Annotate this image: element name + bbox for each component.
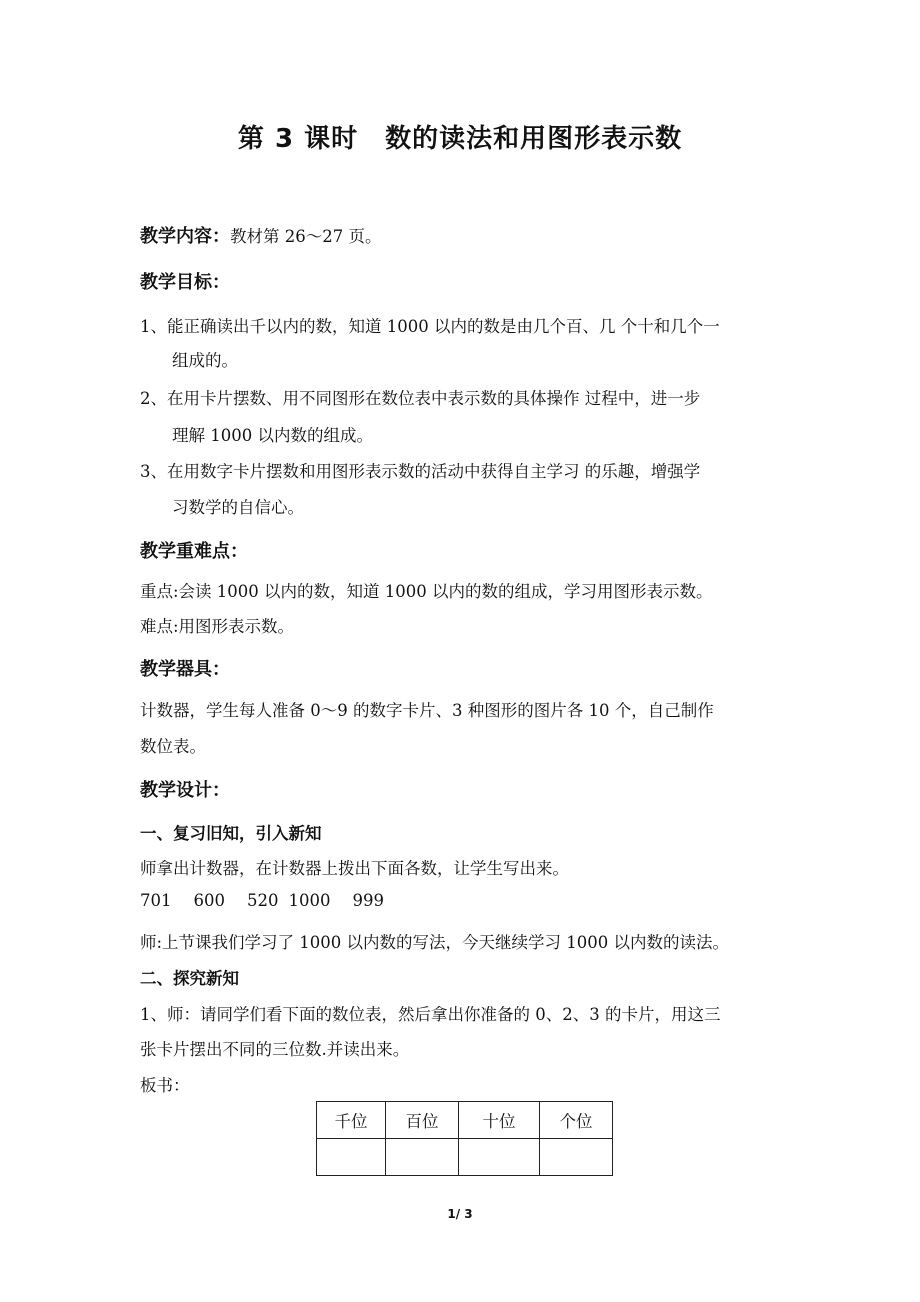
tools-line2: 数位表。	[140, 737, 206, 756]
section2-p1-line1: 1、师：请同学们看下面的数位表，然后拿出你准备的 0、2、3 的卡片，用这三	[140, 1005, 721, 1024]
header-ones: 个位	[540, 1102, 613, 1139]
key-heading: 教学重难点：	[140, 541, 248, 562]
number-list	[140, 891, 406, 910]
goal-1-line1: 1、能正确读出千以内的数，知道 1000 以内的数是由几个百、几 个十和几个一	[140, 317, 720, 336]
goal-1-line2: 组成的。	[172, 351, 238, 370]
table-cell	[540, 1139, 613, 1176]
goals-heading: 教学目标：	[140, 272, 230, 293]
tools-line1: 计数器，学生每人准备 0〜9 的数字卡片、3 种图形的图片各 10 个，自己制作	[140, 701, 714, 720]
content-line	[140, 222, 381, 248]
board-label: 板书：	[140, 1076, 190, 1095]
tools-heading: 教学器具：	[140, 659, 230, 680]
goal-3-line1: 3、在用数字卡片摆数和用图形表示数的活动中获得自主学习 的乐趣，增强学	[140, 462, 701, 481]
table-cell	[317, 1139, 386, 1176]
goal-2-line1: 2、在用卡片摆数、用不同图形在数位表中表示数的具体操作 过程中，进一步	[140, 389, 701, 408]
content-text: 教材第 26～27 页。	[230, 227, 382, 246]
goal-2-line2: 理解 1000 以内数的组成。	[172, 426, 373, 445]
header-tens: 十位	[459, 1102, 540, 1139]
design-heading: 教学设计：	[140, 780, 230, 801]
table-cell	[386, 1139, 459, 1176]
number-item: 600	[193, 891, 225, 910]
key-difficulty: 难点:用图形表示数。	[140, 617, 295, 636]
number-item: 999	[352, 891, 384, 910]
section1-p1: 师拿出计数器，在计数器上拨出下面各数，让学生写出来。	[140, 859, 569, 878]
number-item: 1000	[288, 891, 331, 910]
header-hundreds: 百位	[386, 1102, 459, 1139]
content-label: 教学内容：	[140, 226, 230, 247]
section2-p1-line2: 张卡片摆出不同的三位数.并读出来。	[140, 1040, 410, 1059]
section2-title: 二、探究新知	[140, 969, 239, 988]
header-thousands: 千位	[317, 1102, 386, 1139]
table-cell	[459, 1139, 540, 1176]
number-item: 701	[140, 891, 172, 910]
key-focus: 重点:会读 1000 以内的数，知道 1000 以内的数的组成，学习用图形表示数。	[140, 582, 713, 601]
section1-title: 一、复习旧知，引入新知	[140, 824, 322, 843]
section1-p2: 师:上节课我们学习了 1000 以内数的写法，今天继续学习 1000 以内数的读法。	[140, 933, 730, 952]
page-title: 第 3 课时 数的读法和用图形表示数	[237, 124, 683, 154]
place-value-table	[316, 1101, 613, 1176]
goal-3-line2: 习数学的自信心。	[172, 498, 304, 517]
table-header-row	[317, 1102, 613, 1139]
page-number: 1/ 3	[447, 1207, 473, 1221]
table-empty-row	[317, 1139, 613, 1176]
number-item: 520	[247, 891, 279, 910]
